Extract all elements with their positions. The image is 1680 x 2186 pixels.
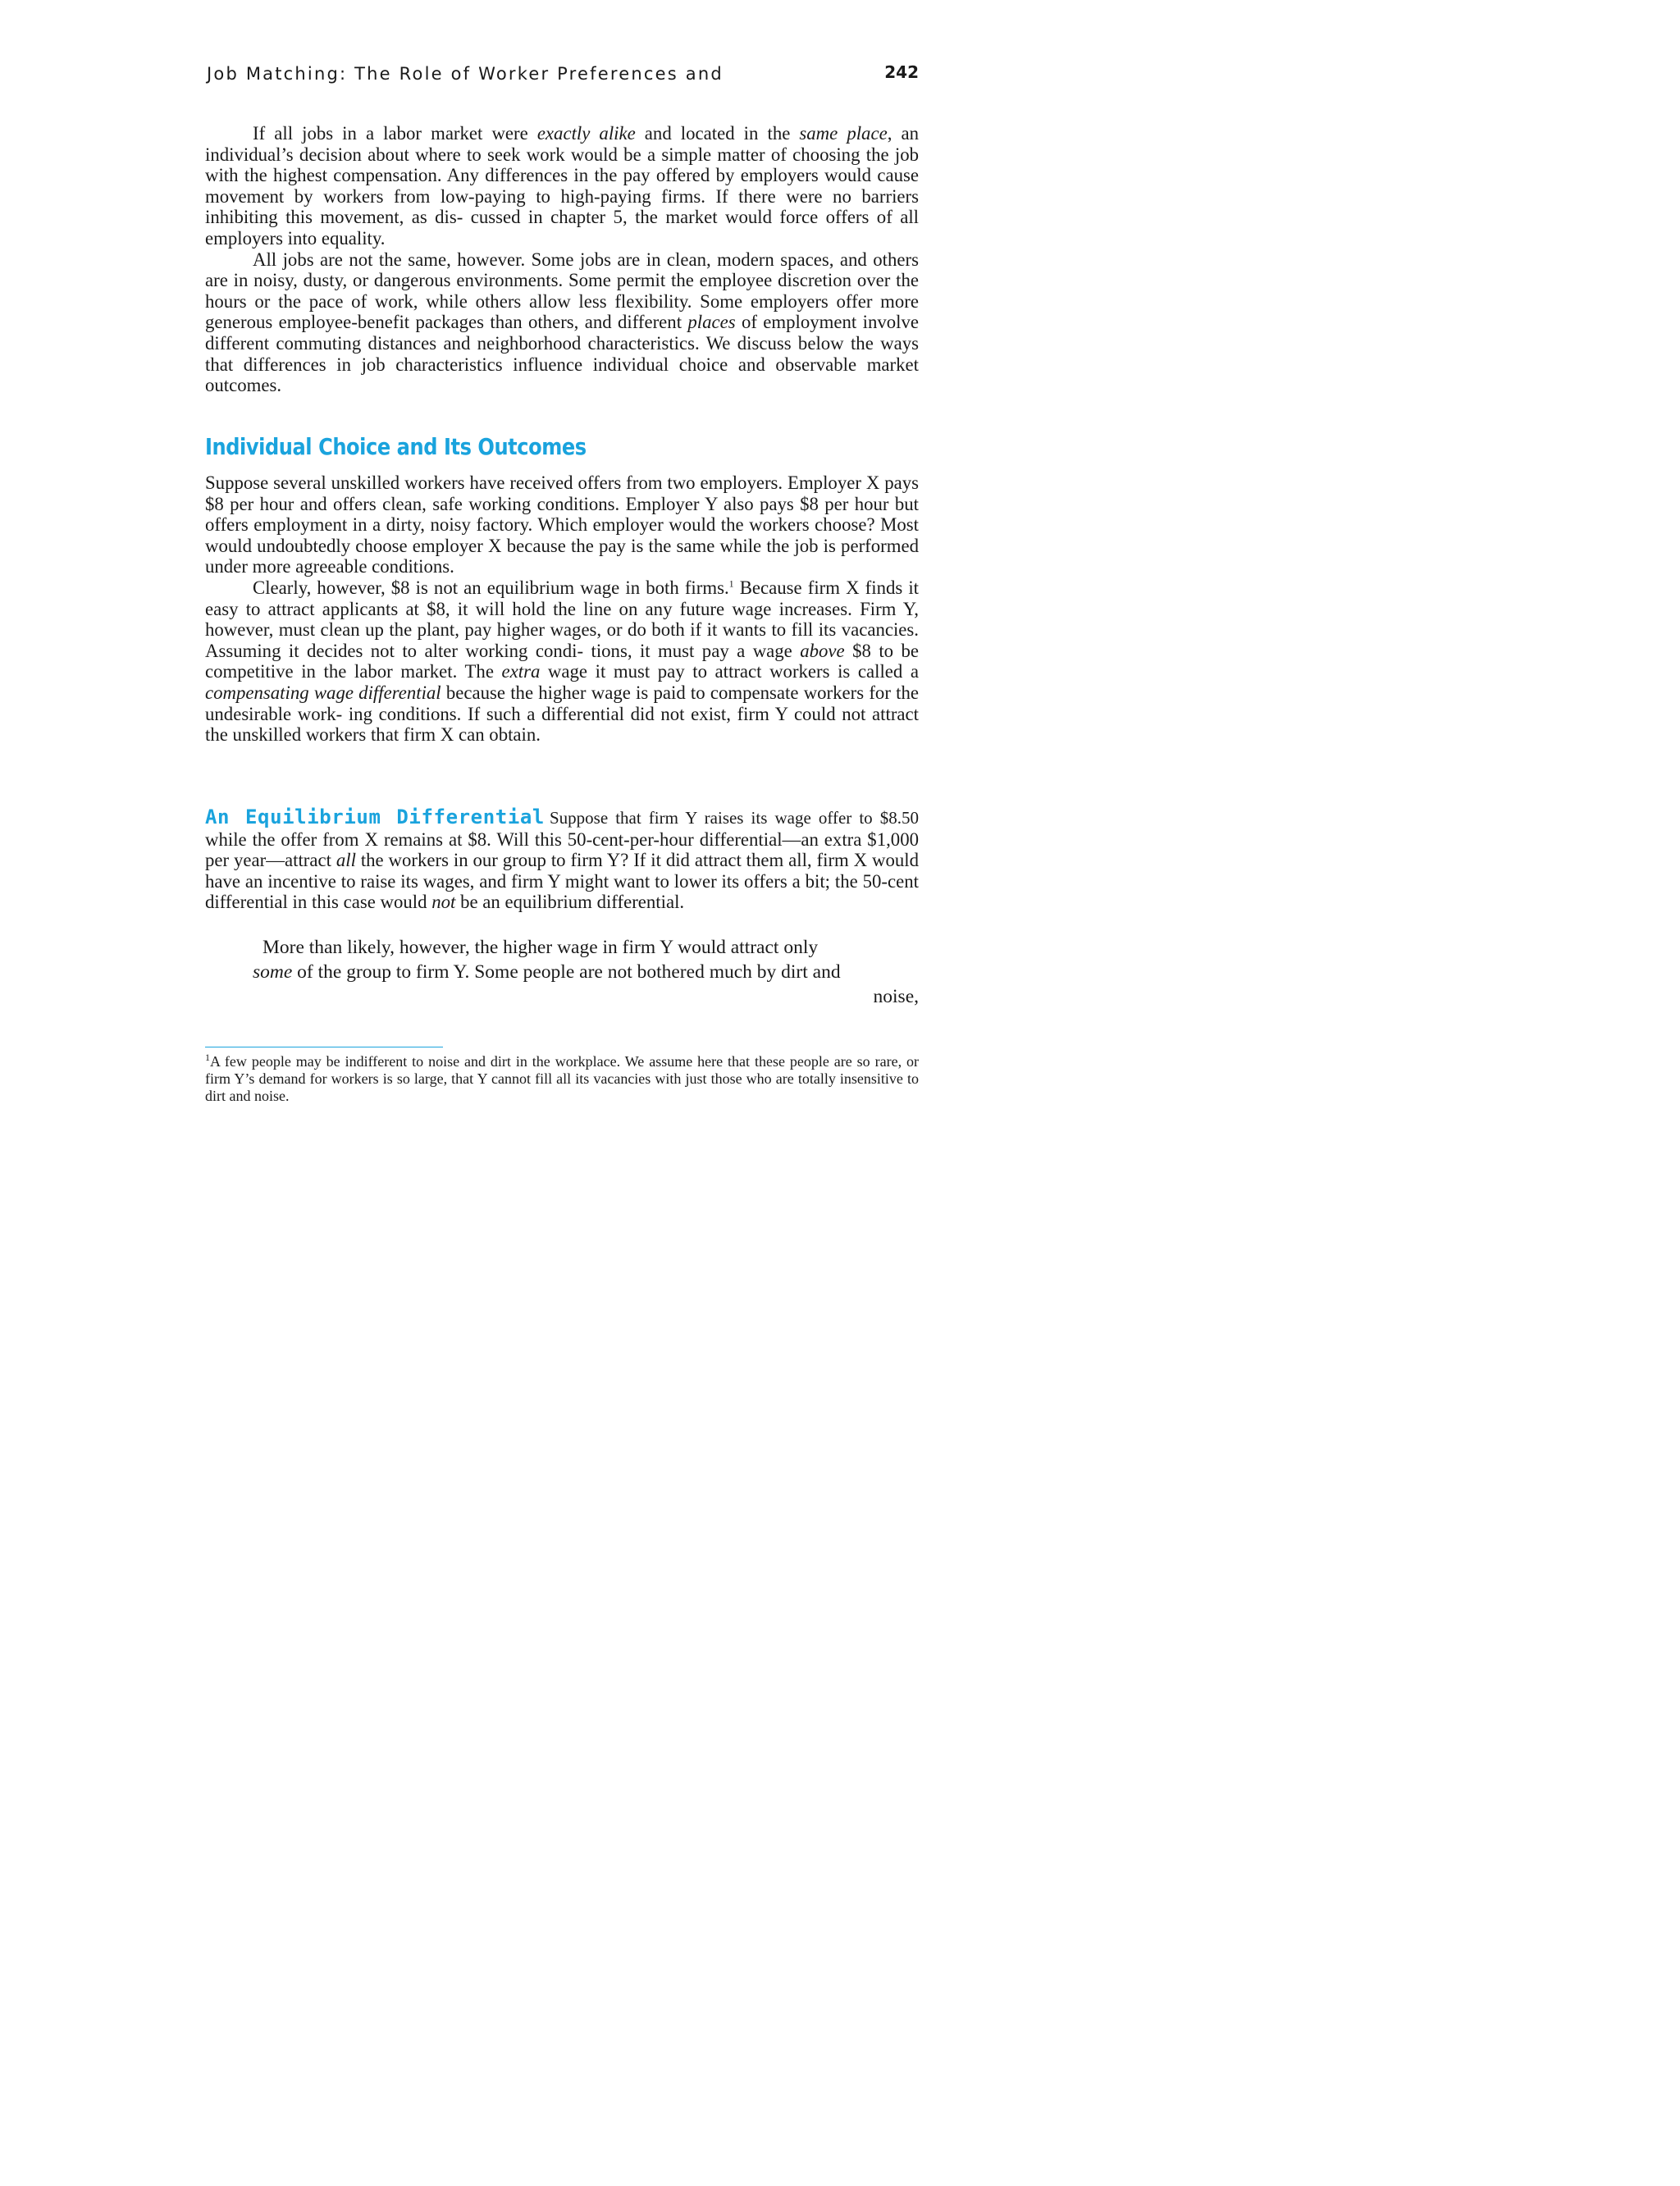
footnote-text: A few people may be indifferent to noise and dirt in the workplace. We assume here that these people are so rare, or firm Y’s demand for workers is so large, that Y cannot fill all its vacancies with just those who are totally insensitive to dirt and noise. xyxy=(205,1053,919,1104)
running-header xyxy=(205,62,919,90)
subsection-paragraph: An Equilibrium Differential Suppose that firm Y raises its wage offer to $8.50 while the offer from X remains at $8. Will this 50-cent-per-hour differential—an extra $1,000 per year—attract all the workers in our group to firm Y? If it did attract them all, firm X would have an incentive to raise its wages, and firm Y might want to lower its offers a bit; the 50-cent differential in this case would not be an equilibrium differential. xyxy=(205,805,919,913)
continuation-line-1: More than likely, however, the higher wage in firm Y would attract only xyxy=(262,937,819,958)
running-title: Job Matching: The Role of Worker Preferences and xyxy=(207,64,724,84)
page-number: 242 xyxy=(884,62,919,82)
continuation-paragraph xyxy=(253,935,919,1009)
footnote-reference[interactable]: 1 xyxy=(728,577,734,590)
intro-paragraph-2: All jobs are not the same, however. Some jobs are in clean, modern spaces, and others are in noisy, dusty, or dangerous environments. Some permit the employee discretion over the hours or the pace of work, while others allow less flexibility. Some employers offer more generous employee-benefit packages than others, and different places of employment involve different commuting distances and neighborhood characteristics. We discuss below the ways that differences in job characteristics influence individual choice and observable market outcomes. xyxy=(205,249,919,396)
section-paragraph-1: Suppose several unskilled workers have received offers from two employers. Employer X pays $8 per hour and offers clean, safe working conditions. Employer Y also pays $8 per hour but offers employment in a dirty, noisy factory. Which employer would the workers choose? Most would undoubtedly choose employer X because the pay is the same while the job is performed under more agreeable conditions. xyxy=(205,472,919,577)
section-paragraph-2: Clearly, however, $8 is not an equilibrium wage in both firms.$^1$ Because firm X finds it easy to attract applicants at $8, it will hold the line on any future wage increases. Firm Y, however, must clean up the plant, pay higher wages, or do both if it wants to fill its vacancies. Assuming it decides not to alter working condi- tions, it must pay a wage above $8 to be competitive in the labor market. The extra wage it must pay to attract workers is called a compensating wage differential because the higher wage is paid to compensate workers for the undesirable work- ing conditions. If such a differential did not exist, firm Y could not attract the unskilled workers that firm X can obtain. xyxy=(205,577,919,746)
section-heading: Individual Choice and Its Outcomes xyxy=(205,433,587,460)
footnote xyxy=(205,1053,919,1105)
continuation-line-3: noise, xyxy=(873,986,919,1007)
subsection-heading: An Equilibrium Differential xyxy=(205,805,545,828)
footnote-marker: 1 xyxy=(205,1052,210,1063)
subsection-body xyxy=(205,807,919,913)
intro-paragraph-1: If all jobs in a labor market were exactly alike and located in the same place, an individual’s decision about where to seek work would be a simple matter of choosing the job with the highest compensation. Any differences in the pay offered by employers would cause movement by workers from low-paying to high-paying firms. If there were no barriers inhibiting this movement, as dis- cussed in chapter 5, the market would force offers of all employers into equality. xyxy=(205,123,919,249)
continuation-line-2: some of the group to firm Y. Some people are not bothered much by dirt and xyxy=(253,961,841,983)
section-body xyxy=(205,472,919,746)
intro-text xyxy=(205,123,919,396)
